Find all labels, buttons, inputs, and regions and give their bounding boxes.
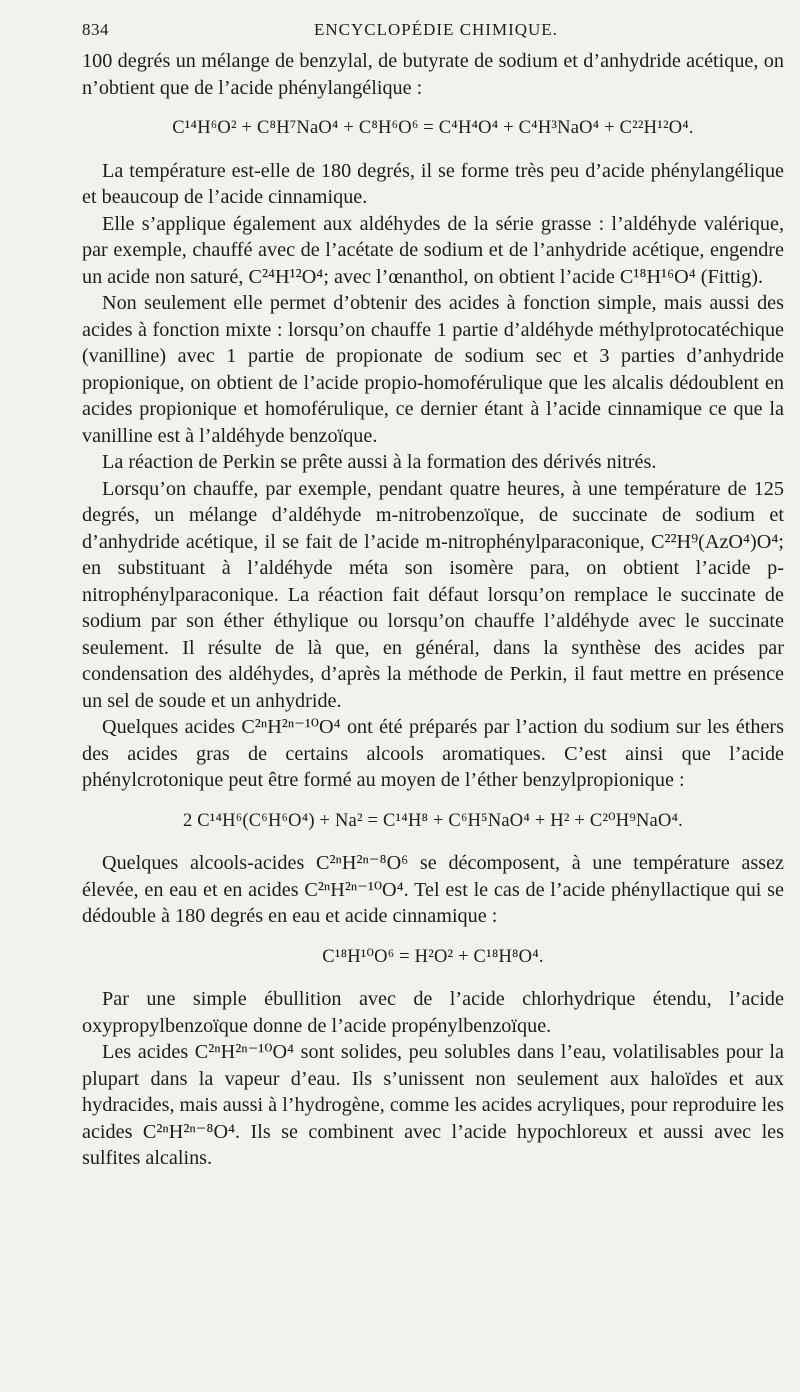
- paragraph-sodium-ethers: Quelques acides C²ⁿH²ⁿ⁻¹⁰O⁴ ont été préparés par l’action du sodium sur les éthers des acides gras de certains alcools aromatiques. C’est ainsi que l’acide phénylcrotonique peut être formé au moyen de l’éther benzylpropionique :: [82, 716, 784, 791]
- paragraph-aldehydes-grasses: Elle s’applique également aux aldéhydes de la série grasse : l’aldéhyde valérique, par exemple, chauffé avec de l’acétate de sodium et de l’anhydride acétique, engendre un acide non saturé, C²⁴H¹²O⁴; avec l’œnanthol, on obtient l’acide C¹⁸H¹⁶O⁴ (Fittig).: [82, 212, 784, 288]
- paragraph-fonction-mixte: Non seulement elle permet d’obtenir des acides à fonction simple, mais aussi des acides à fonction mixte : lorsqu’on chauffe 1 partie d’aldéhyde méthylprotocatéchique (vanilline) avec 1 partie de propionate de sodium sec et 3 parties d’anhydride propionique, on obtient de l’acide propio-homoférulique que les alcalis dédoublent en acides propionique et homoférulique, ce dernier étant à l’acide cinnamique ce que la vanilline est à l’aldéhyde benzoïque.: [82, 292, 784, 447]
- paragraph-alcools-acides: Quelques alcools-acides C²ⁿH²ⁿ⁻⁸O⁶ se décomposent, à une température assez élevée, en eau et en acides C²ⁿH²ⁿ⁻¹⁰O⁴. Tel est le cas de l’acide phényllactique qui se dédouble à 180 degrés en eau et acide cinnamique :: [82, 852, 784, 927]
- body-text: [82, 48, 784, 1172]
- page-number: 834: [82, 20, 109, 39]
- paragraph-nitrophenylparaconique: Lorsqu’on chauffe, par exemple, pendant quatre heures, à une température de 125 degrés, un mélange d’aldéhyde m-nitrobenzoïque, de succinate de sodium et d’anhydride acétique, il se fait de l’acide m-nitrophénylparaconique, C²²H⁹(AzO⁴)O⁴; en substituant à l’aldéhyde méta son isomère para, on obtient l’acide p-nitrophénylparaconique. La réaction fait défaut lorsqu’on remplace le succinate de sodium par son éther éthylique ou lorsqu’on chauffe l’aldéhyde avec le succinate seulement. Il résulte de là que, en général, dans la synthèse des acides par condensation des aldéhydes, d’après la méthode de Perkin, il faut mettre en présence un sel de soude et un anhydride.: [82, 477, 784, 712]
- formula-cinnamique: C¹⁸H¹⁰O⁶ = H²O² + C¹⁸H⁸O⁴.: [322, 946, 544, 967]
- paragraph-perkin-nitres: La réaction de Perkin se prête aussi à la formation des dérivés nitrés.: [102, 451, 657, 473]
- paragraph-temperature: La température est-elle de 180 degrés, il se forme très peu d’acide phénylangélique et beaucoup de l’acide cinnamique.: [82, 159, 784, 208]
- paragraph-proprietes: Les acides C²ⁿH²ⁿ⁻¹⁰O⁴ sont solides, peu solubles dans l’eau, volatilisables pour la plupart dans la vapeur d’eau. Ils s’unissent non seulement aux haloïdes et aux hydracides, mais aussi à l’hydrogène, comme les acides acryliques, pour reproduire les acides C²ⁿH²ⁿ⁻⁸O⁴. Ils se combinent avec l’acide hypochloreux et aussi avec les sulfites alcalins.: [82, 1041, 784, 1169]
- running-title: ENCYCLOPÉDIE CHIMIQUE.: [314, 20, 558, 39]
- formula-phenylcrotonique: 2 C¹⁴H⁶(C⁶H⁶O⁴) + Na² = C¹⁴H⁸ + C⁶H⁵NaO⁴ + H² + C²⁰H⁹NaO⁴.: [182, 810, 684, 831]
- running-header: [82, 14, 784, 48]
- paragraph-ebullition: Par une simple ébullition avec de l’acide chlorhydrique étendu, l’acide oxypropylbenzoïque donne de l’acide propénylbenzoïque.: [82, 988, 784, 1037]
- formula-phenylangelique: C¹⁴H⁶O² + C⁸H⁷NaO⁴ + C⁸H⁶O⁶ = C⁴H⁴O⁴ + C⁴H³NaO⁴ + C²²H¹²O⁴.: [172, 118, 694, 138]
- paragraph-continuation: 100 degrés un mélange de benzylal, de butyrate de sodium et d’anhydride acétique, on n’obtient que de l’acide phénylangélique :: [82, 50, 784, 99]
